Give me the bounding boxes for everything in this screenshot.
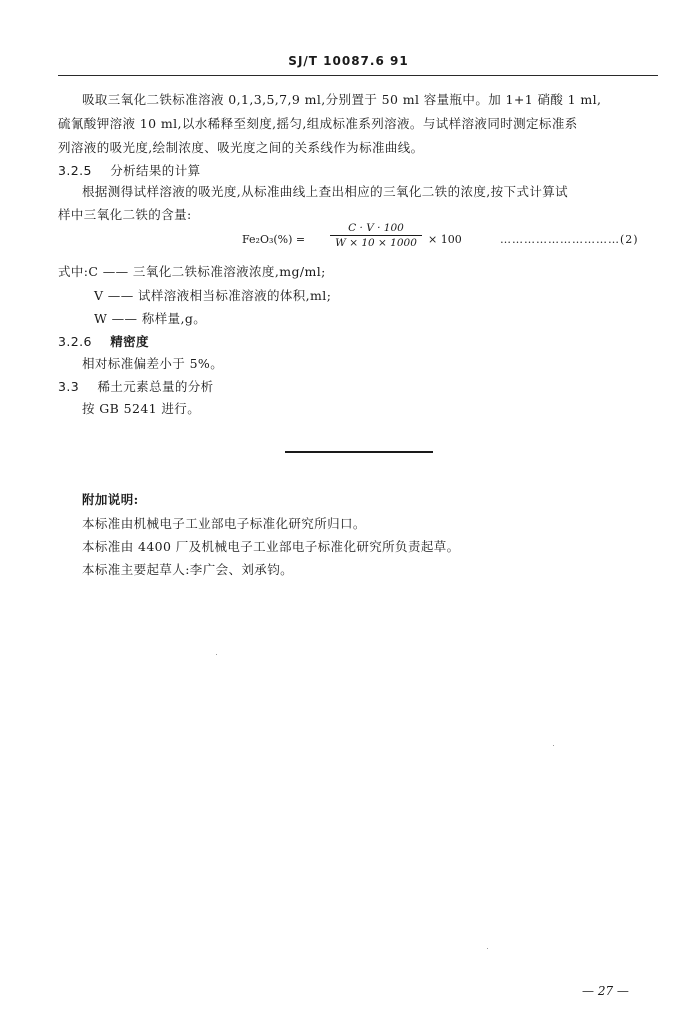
var-v-line: V —— 试样溶液相当标准溶液的体积,ml; <box>94 288 332 303</box>
rare-earth-line: 按 GB 5241 进行。 <box>82 401 201 416</box>
formula-multiplier: × 100 <box>428 233 462 246</box>
section-number: 3.2.5 <box>58 163 92 178</box>
document-code: SJ/T 10087.6 91 <box>288 54 409 68</box>
scan-speck <box>553 745 554 746</box>
precision-line: 相对标准偏差小于 5%。 <box>82 356 224 371</box>
page-number: — 27 — <box>582 984 629 998</box>
section-title: 精密度 <box>110 334 149 349</box>
formula-fraction <box>330 222 422 249</box>
fraction-bar <box>330 235 422 236</box>
intro-line-2: 硫氰酸钾溶液 10 ml,以水稀释至刻度,摇匀,组成标准系列溶液。与试样溶液同时测定标准系 <box>58 116 578 131</box>
header-divider <box>58 75 658 76</box>
calc-line-1: 根据测得试样溶液的吸光度,从标准曲线上查出相应的三氧化二铁的浓度,按下式计算试 <box>82 184 569 199</box>
equation-number: …………………………(2) <box>500 233 639 246</box>
section-title: 分析结果的计算 <box>110 163 201 178</box>
notes-line-2: 本标准由 4400 厂及机械电子工业部电子标准化研究所负责起草。 <box>82 539 460 554</box>
intro-line-1: 吸取三氧化二铁标准溶液 0,1,3,5,7,9 ml,分别置于 50 ml 容量瓶中。加 1+1 硝酸 1 ml, <box>82 92 602 107</box>
notes-line-1: 本标准由机械电子工业部电子标准化研究所归口。 <box>82 516 366 531</box>
section-divider <box>285 451 433 453</box>
notes-line-3: 本标准主要起草人:李广会、刘承钧。 <box>82 562 294 577</box>
section-3-2-5-heading <box>58 161 201 179</box>
var-c-line: 式中:C —— 三氧化二铁标准溶液浓度,mg/ml; <box>58 264 326 279</box>
var-w-line: W —— 称样量,g。 <box>94 311 207 326</box>
formula-numerator: C · V · 100 <box>348 222 404 234</box>
intro-line-3: 列溶液的吸光度,绘制浓度、吸光度之间的关系线作为标准曲线。 <box>58 140 424 155</box>
section-title: 稀土元素总量的分析 <box>97 379 214 394</box>
section-3-2-6-heading <box>58 332 149 350</box>
section-number: 3.2.6 <box>58 334 92 349</box>
formula-denominator: W × 10 × 1000 <box>335 237 417 249</box>
formula-lhs: Fe₂O₃(%) = <box>242 233 306 246</box>
section-3-3-heading <box>58 377 214 395</box>
calc-line-2: 样中三氧化二铁的含量: <box>58 207 192 222</box>
scan-speck <box>216 654 217 655</box>
notes-title: 附加说明: <box>82 492 139 507</box>
section-number: 3.3 <box>58 379 80 394</box>
scan-speck <box>487 948 488 949</box>
